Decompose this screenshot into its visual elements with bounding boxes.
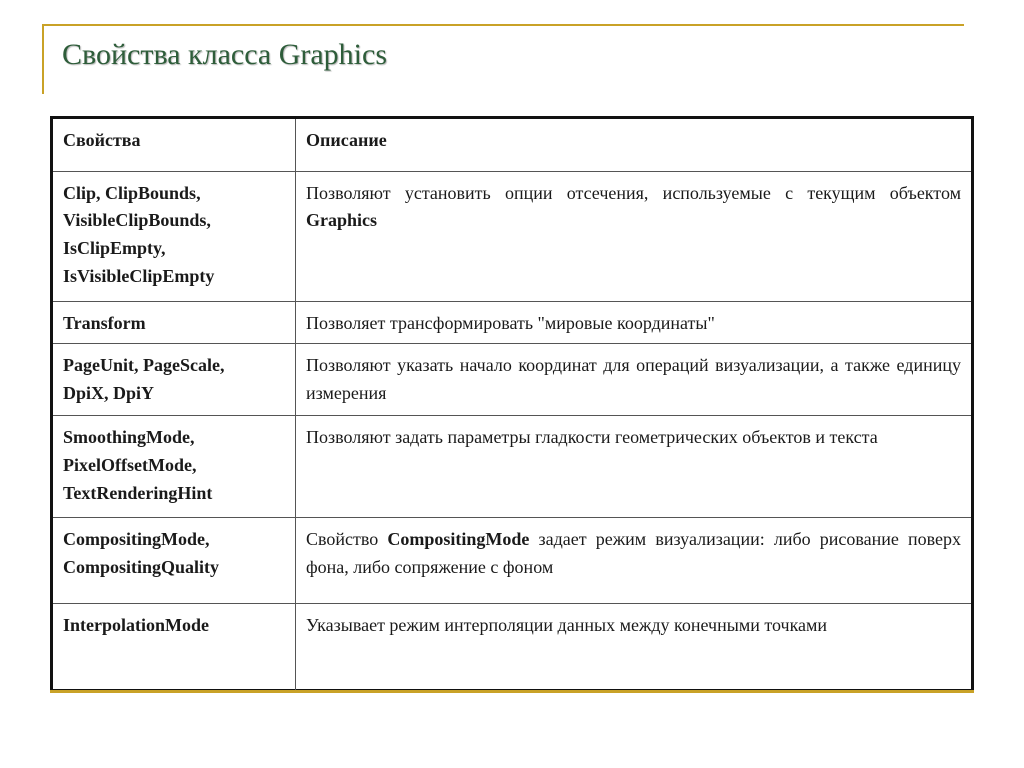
table-row — [53, 171, 971, 301]
table-row — [53, 416, 971, 518]
header-description: Описание — [296, 119, 972, 171]
property-name: Clip, ClipBounds, — [63, 182, 201, 203]
property-name-cell — [53, 604, 296, 692]
table-row — [53, 344, 971, 416]
property-name-cell — [53, 344, 296, 416]
property-name: PixelOffsetMode, — [63, 455, 197, 476]
property-name-cell — [53, 416, 296, 518]
description-text: Позволяют задать параметры гладкости геометрических объектов и текста — [306, 427, 878, 448]
properties-table — [53, 119, 971, 692]
property-name: SmoothingMode, — [63, 427, 195, 448]
property-description-cell — [296, 518, 972, 604]
property-description-cell — [296, 604, 972, 692]
description-bold-term: CompositingMode — [387, 529, 530, 550]
description-text: Указывает режим интерполяции данных между конечными точками — [306, 615, 828, 636]
header-properties: Свойства — [53, 119, 296, 171]
slide-frame-top-line — [42, 24, 964, 26]
property-name: CompositingQuality — [63, 557, 220, 578]
property-name: PageUnit, PageScale, — [63, 355, 225, 376]
table-header-row — [53, 119, 971, 171]
property-name-cell — [53, 171, 296, 301]
description-text: Позволяет трансформировать "мировые координаты" — [306, 312, 715, 333]
property-name: IsClipEmpty, — [63, 238, 166, 259]
property-name: InterpolationMode — [63, 615, 209, 636]
property-name: VisibleClipBounds, — [63, 210, 211, 231]
property-name-cell — [53, 518, 296, 604]
table-row — [53, 518, 971, 604]
slide-frame-left-line — [42, 24, 44, 94]
property-description-cell — [296, 171, 972, 301]
property-name-cell — [53, 301, 296, 344]
property-name: DpiX, DpiY — [63, 383, 155, 404]
description-text: Свойство — [306, 529, 388, 550]
description-text: Позволяют указать начало координат для операций визуализации, а также единицу измерения — [306, 355, 961, 404]
description-bold-term: Graphics — [306, 210, 378, 231]
property-name: IsVisibleClipEmpty — [63, 266, 215, 287]
table-row — [53, 604, 971, 692]
properties-table-container — [50, 116, 974, 692]
property-description-cell — [296, 301, 972, 344]
property-name: Transform — [63, 312, 146, 333]
table-row — [53, 301, 971, 344]
description-text: задает режим визуализации: либо рисование поверх фона, либо сопряжение с фоном — [306, 529, 961, 578]
property-name: CompositingMode, — [63, 529, 210, 550]
table-bottom-accent-line — [50, 690, 974, 693]
property-description-cell — [296, 344, 972, 416]
slide-title: Свойства класса Graphics — [62, 38, 388, 71]
property-name: TextRenderingHint — [63, 483, 213, 504]
property-description-cell — [296, 416, 972, 518]
description-text: Позволяют установить опции отсечения, используемые с текущим объектом — [306, 182, 961, 203]
